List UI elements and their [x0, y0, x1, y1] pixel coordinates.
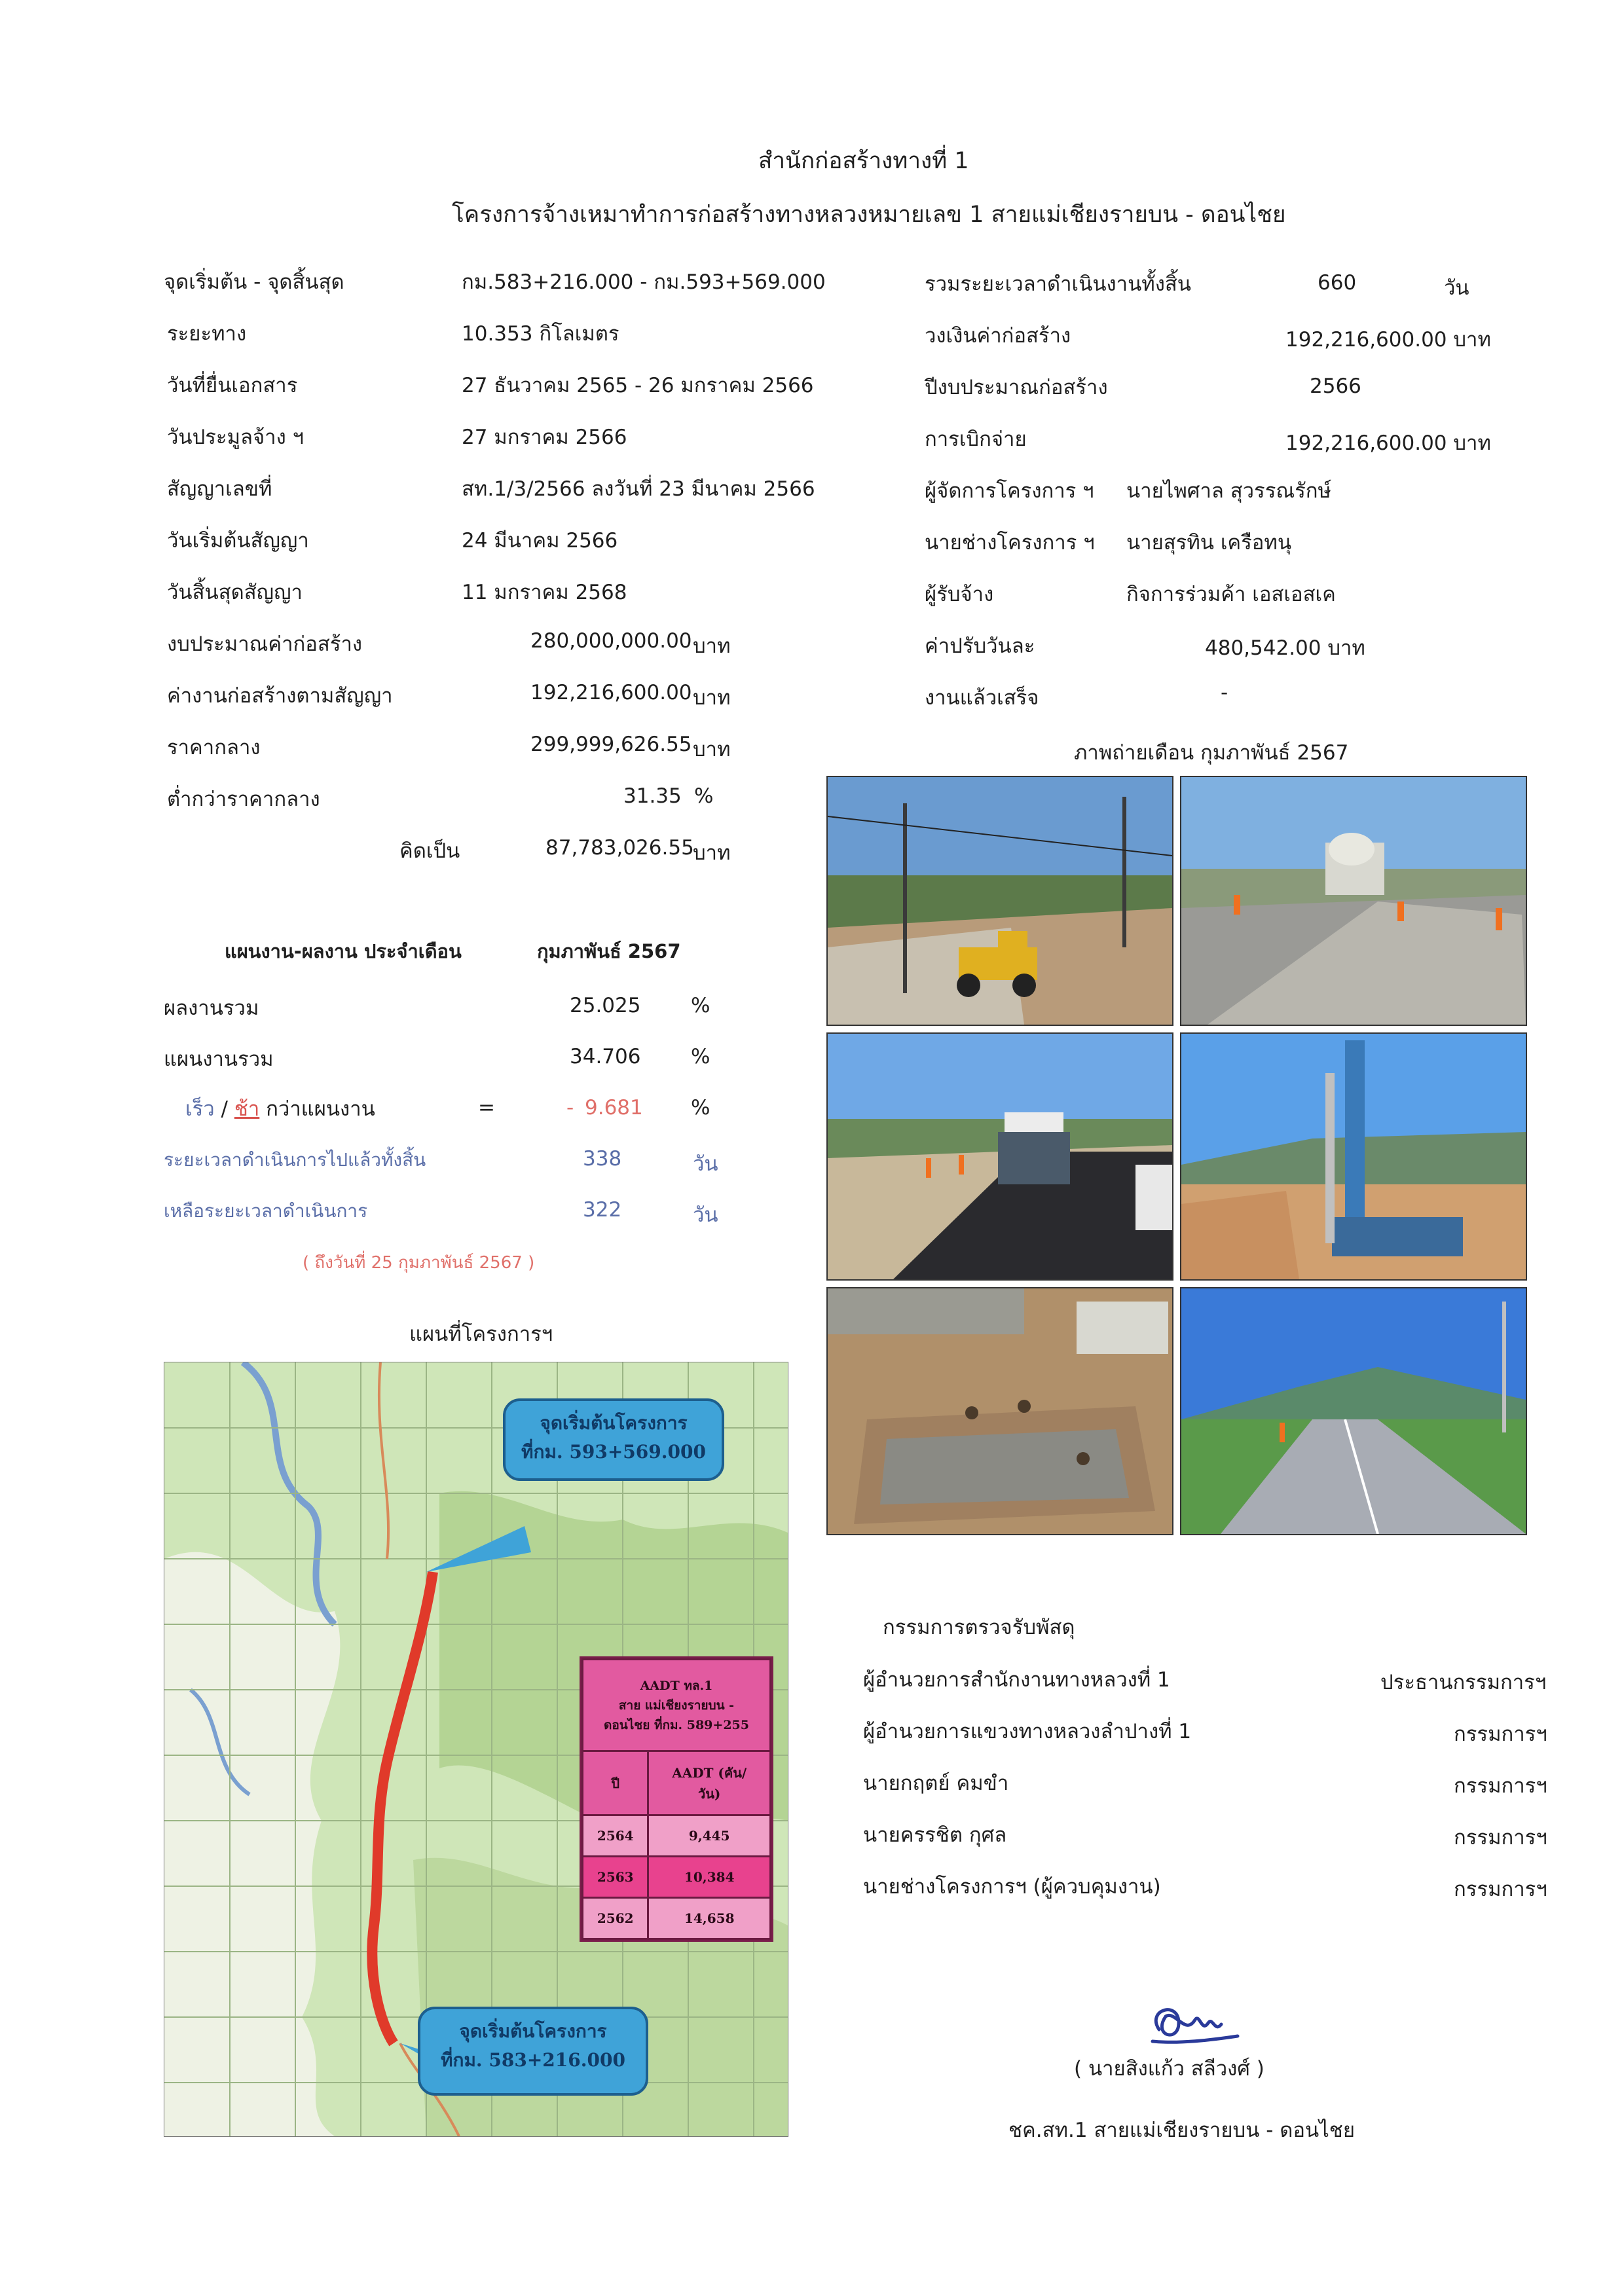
- progress-diff-sign: -: [566, 1096, 574, 1120]
- committee-title: กรรมการตรวจรับพัสดุ: [883, 1616, 1075, 1639]
- progress-actual-value: 25.025: [570, 994, 641, 1017]
- progress-title: แผนงาน-ผลงาน ประจำเดือน: [225, 940, 462, 962]
- committee-member-name: ผู้อำนวยการสำนักงานทางหลวงที่ 1: [863, 1668, 1170, 1692]
- aadt-col-year: ปี: [583, 1751, 648, 1815]
- photo-concrete-paving: [1180, 776, 1527, 1026]
- progress-diff-unit: %: [691, 1096, 710, 1120]
- aadt-col-value-line2: วัน): [698, 1785, 721, 1802]
- progress-diff-slash: /: [221, 1097, 228, 1121]
- progress-as-of: ( ถึงวันที่ 25 กุมภาพันธ์ 2567 ): [303, 1253, 535, 1273]
- aadt-row-value: 14,658: [648, 1898, 771, 1939]
- committee-member-role: กรรมการฯ: [1454, 1774, 1547, 1798]
- committee-member-role: กรรมการฯ: [1454, 1878, 1547, 1901]
- info-value-contract-no: สท.1/3/2566 ลงวันที่ 23 มีนาคม 2566: [462, 477, 815, 501]
- right-unit-total-duration: วัน: [1444, 276, 1469, 300]
- right-label-disbursement: การเบิกจ่าย: [925, 428, 1027, 451]
- info-label-doc-date: วันที่ยื่นเอกสาร: [167, 374, 298, 397]
- committee-member-name: นายช่างโครงการฯ (ผู้ควบคุมงาน): [863, 1875, 1161, 1899]
- aadt-row-value: 10,384: [648, 1857, 771, 1898]
- progress-planned-value: 34.706: [570, 1045, 641, 1068]
- progress-planned-unit: %: [691, 1045, 710, 1068]
- info-value-start-end: กม.583+216.000 - กม.593+569.000: [462, 270, 826, 294]
- right-value-disbursement: 192,216,600.00 บาท: [1285, 431, 1491, 455]
- map-callout-end-line1: จุดเริ่มต้นโครงการ: [459, 2020, 607, 2042]
- progress-actual-unit: %: [691, 994, 710, 1017]
- signature-position: ชค.สท.1 สายแม่เชียงรายบน - ดอนไชย: [1008, 2119, 1355, 2142]
- right-value-contractor: กิจการร่วมค้า เอสเอสเค: [1126, 583, 1336, 606]
- progress-elapsed-label: ระยะเวลาดำเนินการไปแล้วทั้งสิ้น: [164, 1149, 426, 1171]
- project-title: โครงการจ้างเหมาทำการก่อสร้างทางหลวงหมายเลข 1 สายแม่เชียงรายบน - ดอนไชย: [452, 202, 1286, 228]
- info-label-start-end: จุดเริ่มต้น - จุดสิ้นสุด: [164, 270, 344, 294]
- map-callout-start-line1: จุดเริ่มต้นโครงการ: [540, 1412, 688, 1434]
- progress-planned-label: แผนงานรวม: [164, 1048, 274, 1071]
- progress-elapsed-value: 338: [583, 1147, 622, 1171]
- aadt-col-value: [648, 1751, 771, 1815]
- aadt-row-year: 2562: [583, 1898, 648, 1939]
- progress-elapsed-unit: วัน: [693, 1152, 718, 1176]
- money-value-equals: 87,783,026.55: [545, 836, 694, 860]
- photo-finished-road: [1180, 1287, 1527, 1535]
- money-unit-equals: บาท: [693, 841, 731, 865]
- money-label-contract: ค่างานก่อสร้างตามสัญญา: [167, 684, 393, 708]
- signature-name: ( นายสิงแก้ว สลีวงศ์ ): [1074, 2057, 1264, 2081]
- progress-month: กุมภาพันธ์ 2567: [537, 940, 681, 962]
- aadt-row: [583, 1857, 771, 1898]
- committee-member-name: นายกฤตย์ คมขำ: [863, 1772, 1009, 1795]
- info-label-contract-end: วันสิ้นสุดสัญญา: [167, 581, 303, 604]
- map-callout-end-line2: ที่กม. 583+216.000: [441, 2049, 625, 2071]
- right-label-daily-fine: ค่าปรับวันละ: [925, 634, 1035, 658]
- signature-mark: [1139, 1997, 1244, 2052]
- right-value-manager: นายไพศาล สุวรรณรักษ์: [1126, 479, 1331, 503]
- progress-actual-label: ผลงานรวม: [164, 996, 259, 1020]
- money-value-median: 299,999,626.55: [530, 733, 692, 756]
- info-value-contract-start: 24 มีนาคม 2566: [462, 529, 618, 553]
- money-label-equals: คิดเป็น: [399, 839, 460, 863]
- money-unit-budget: บาท: [693, 634, 731, 658]
- right-label-engineer: นายช่างโครงการ ฯ: [925, 531, 1095, 555]
- info-value-doc-date: 27 ธันวาคม 2565 - 26 มกราคม 2566: [462, 374, 814, 397]
- photos-title: ภาพถ่ายเดือน กุมภาพันธ์ 2567: [1074, 741, 1349, 765]
- info-value-contract-end: 11 มกราคม 2568: [462, 581, 627, 604]
- money-unit-contract: บาท: [693, 686, 731, 710]
- aadt-title-line1: AADT ทล.1: [640, 1678, 713, 1693]
- progress-diff-row: [185, 1092, 375, 1125]
- right-label-fiscal-year: ปีงบประมาณก่อสร้าง: [925, 376, 1108, 399]
- right-value-engineer: นายสุรทิน เครือทนุ: [1126, 531, 1292, 555]
- money-label-budget: งบประมาณค่าก่อสร้าง: [167, 632, 363, 656]
- progress-diff-label: กว่าแผนงาน: [266, 1097, 375, 1121]
- map-callout-start: [503, 1398, 724, 1481]
- aadt-row: [583, 1898, 771, 1939]
- right-value-daily-fine: 480,542.00 บาท: [1205, 636, 1365, 660]
- aadt-row-value: 9,445: [648, 1815, 771, 1857]
- money-unit-below: %: [694, 784, 714, 808]
- right-label-total-duration: รวมระยะเวลาดำเนินงานทั้งสิ้น: [925, 272, 1191, 296]
- info-label-bid-date: วันประมูลจ้าง ฯ: [167, 426, 304, 449]
- progress-diff-fast: เร็ว: [185, 1097, 215, 1121]
- right-value-completed: -: [1221, 681, 1228, 704]
- photo-grader: [826, 776, 1173, 1026]
- progress-remaining-value: 322: [583, 1198, 622, 1222]
- aadt-row: [583, 1815, 771, 1857]
- photo-pile-driver: [1180, 1032, 1527, 1281]
- progress-remaining-unit: วัน: [693, 1203, 718, 1227]
- info-label-contract-no: สัญญาเลขที่: [167, 477, 272, 501]
- aadt-title-line2: สาย แม่เชียงรายบน -: [618, 1698, 735, 1713]
- right-label-contractor: ผู้รับจ้าง: [925, 583, 994, 606]
- committee-member-role: กรรมการฯ: [1454, 1826, 1547, 1850]
- committee-member-name: นายครรชิต กุศล: [863, 1823, 1007, 1847]
- map-title: แผนที่โครงการฯ: [409, 1322, 553, 1346]
- money-label-below: ต่ำกว่าราคากลาง: [167, 788, 320, 811]
- money-unit-median: บาท: [693, 738, 731, 761]
- aadt-table: [580, 1656, 773, 1942]
- progress-diff-eq: =: [478, 1096, 495, 1120]
- map-callout-end: [418, 2007, 648, 2096]
- info-label-distance: ระยะทาง: [167, 322, 247, 346]
- photo-culvert-work: [826, 1287, 1173, 1535]
- office-title: สำนักก่อสร้างทางที่ 1: [758, 148, 969, 174]
- right-label-completed: งานแล้วเสร็จ: [925, 686, 1039, 710]
- right-value-budget-line: 192,216,600.00 บาท: [1285, 328, 1491, 352]
- right-value-total-duration: 660: [1318, 271, 1357, 295]
- right-label-budget-line: วงเงินค่าก่อสร้าง: [925, 324, 1071, 348]
- progress-diff-value: 9.681: [585, 1096, 643, 1120]
- aadt-title: [583, 1660, 771, 1751]
- money-value-budget: 280,000,000.00: [530, 629, 692, 653]
- committee-member-role: ประธานกรรมการฯ: [1380, 1671, 1547, 1694]
- right-value-fiscal-year: 2566: [1310, 374, 1361, 398]
- info-value-bid-date: 27 มกราคม 2566: [462, 426, 627, 449]
- info-value-distance: 10.353 กิโลเมตร: [462, 322, 619, 346]
- money-value-below: 31.35: [623, 784, 682, 808]
- aadt-row-year: 2564: [583, 1815, 648, 1857]
- money-label-median: ราคากลาง: [167, 736, 261, 759]
- info-label-contract-start: วันเริ่มต้นสัญญา: [167, 529, 309, 553]
- aadt-title-line3: ดอนไชย ที่กม. 589+255: [604, 1717, 749, 1732]
- photo-asphalt-paver: [826, 1032, 1173, 1281]
- map-callout-start-line2: ที่กม. 593+569.000: [521, 1441, 706, 1463]
- committee-member-role: กรรมการฯ: [1454, 1722, 1547, 1746]
- aadt-row-year: 2563: [583, 1857, 648, 1898]
- progress-remaining-label: เหลือระยะเวลาดำเนินการ: [164, 1200, 368, 1222]
- money-value-contract: 192,216,600.00: [530, 681, 692, 704]
- committee-member-name: ผู้อำนวยการแขวงทางหลวงลำปางที่ 1: [863, 1720, 1192, 1743]
- progress-diff-slow: ช้า: [234, 1097, 260, 1121]
- right-label-manager: ผู้จัดการโครงการ ฯ: [925, 479, 1094, 503]
- aadt-col-value-line1: AADT (คัน/: [672, 1764, 747, 1781]
